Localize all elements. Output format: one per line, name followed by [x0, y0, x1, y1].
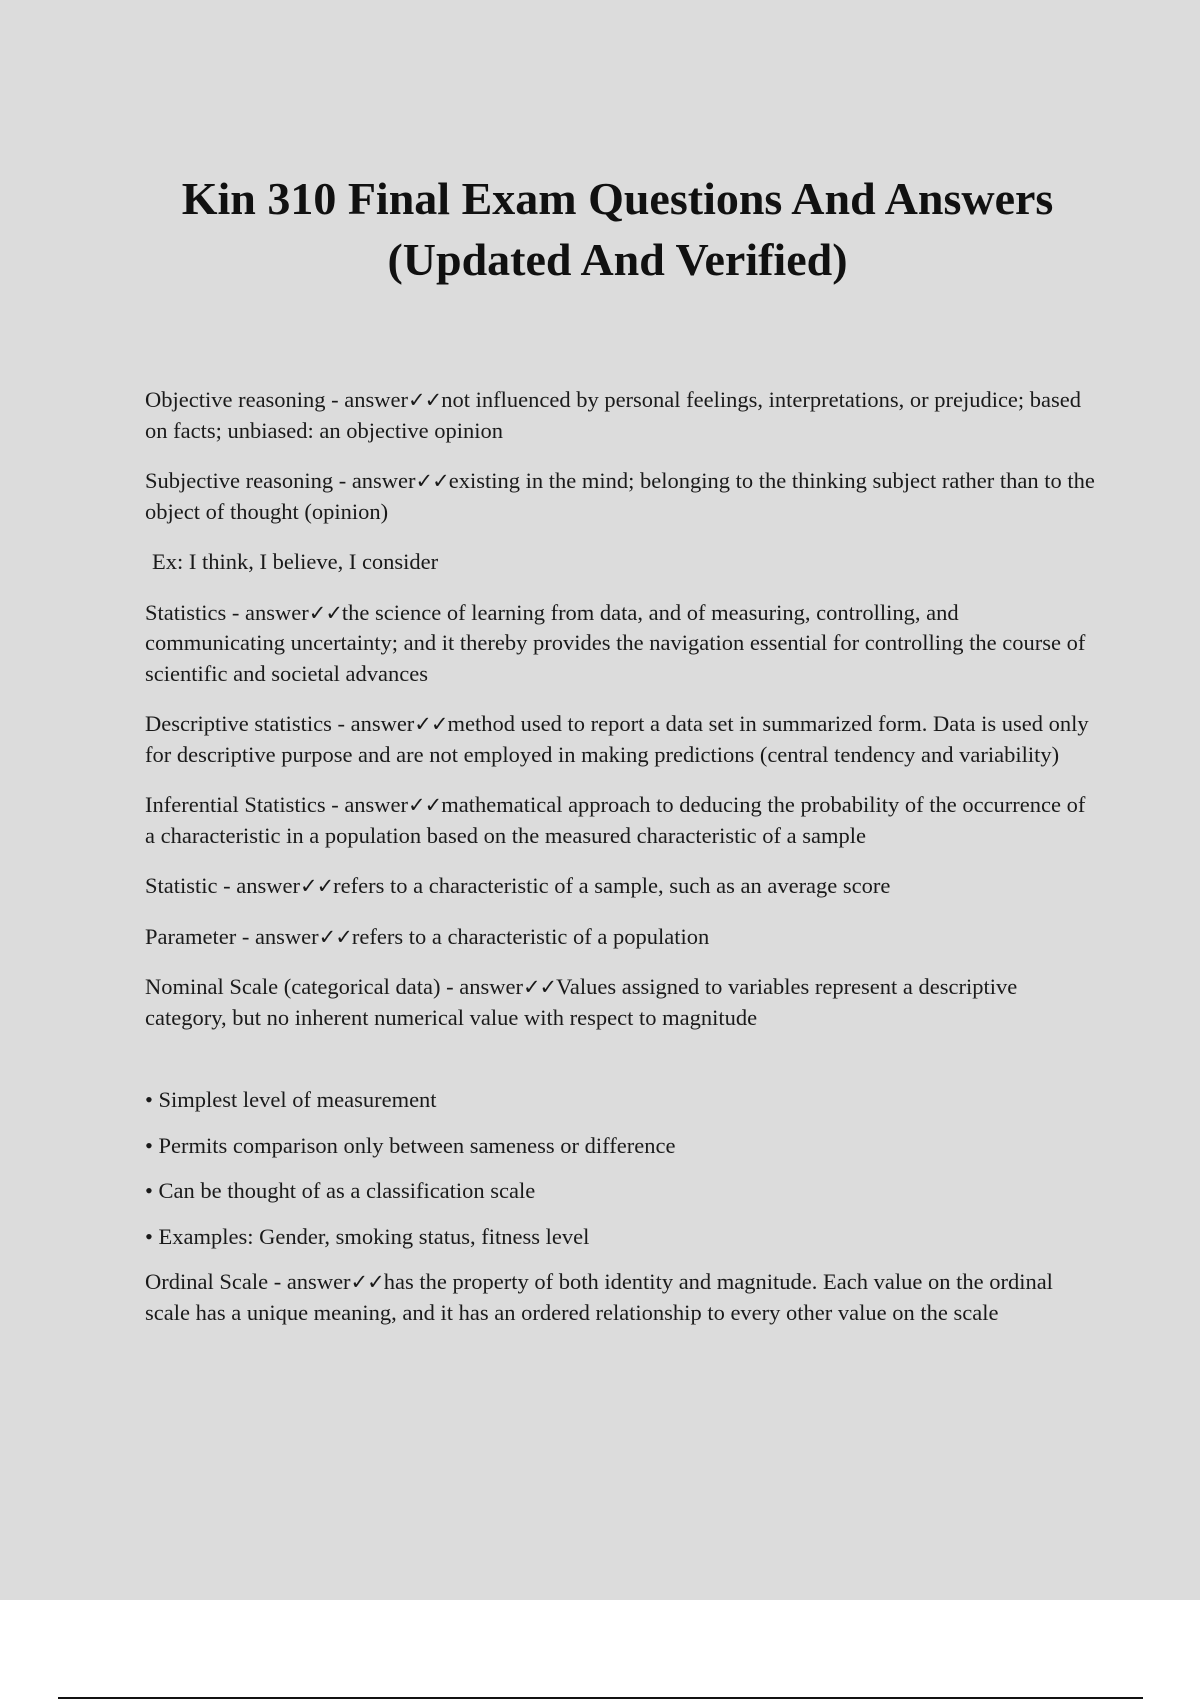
qa-term: Subjective reasoning - answer	[145, 468, 416, 493]
qa-answer: has the property of both identity and magnitude. Each value on the ordinal scale has a unique meaning, and it has an ordered relationship to every other value on the scale	[145, 1269, 1053, 1325]
document-body	[145, 385, 1095, 1348]
qa-entry-nominal-scale	[145, 972, 1095, 1033]
qa-answer: method used to report a data set in summarized form. Data is used only for descriptive purpose and are not employed in making predictions (central tendency and variability)	[145, 711, 1089, 767]
check-marks-icon: ✓✓	[299, 874, 334, 898]
check-marks-icon: ✓✓	[415, 469, 449, 493]
qa-term: Nominal Scale (categorical data) - answer	[145, 974, 523, 999]
qa-answer: refers to a characteristic of a population	[351, 923, 710, 949]
qa-term: Objective reasoning - answer	[145, 387, 409, 412]
qa-entry-parameter	[145, 922, 1095, 953]
check-marks-icon: ✓✓	[408, 793, 442, 817]
qa-answer: existing in the mind; belonging to the thinking subject rather than to the object of thought (opinion)	[145, 468, 1095, 524]
bullet-item: • Simplest level of measurement	[145, 1087, 437, 1112]
qa-entry-descriptive-statistics	[145, 709, 1095, 770]
bullet-item: • Can be thought of as a classification scale	[145, 1178, 536, 1203]
qa-entry-objective-reasoning	[145, 385, 1095, 446]
qa-term: Descriptive statistics - answer	[145, 711, 415, 736]
qa-answer: Values assigned to variables represent a descriptive category, but no inherent numerical value with respect to magnitude	[145, 974, 1018, 1030]
check-marks-icon: ✓✓	[308, 600, 342, 625]
bullet-item: • Examples: Gender, smoking status, fitness level	[145, 1223, 590, 1249]
qa-answer: mathematical approach to deducing the probability of the occurrence of a characteristic in a population based on the measured characteristic of a sample	[145, 792, 1086, 848]
qa-entry-statistic	[145, 871, 1095, 902]
check-marks-icon: ✓✓	[522, 975, 557, 999]
qa-term: Inferential Statistics - answer	[145, 792, 409, 817]
check-marks-icon: ✓✓	[408, 388, 442, 412]
qa-answer: refers to a characteristic of a sample, such as an average score	[333, 873, 891, 898]
document-title: Kin 310 Final Exam Questions And Answers (Updated And Verified)	[181, 173, 1054, 285]
qa-entry-inferential-statistics	[145, 790, 1095, 851]
qa-answer: the science of learning from data, and of measuring, controlling, and communicating uncertainty; and it thereby provides the navigation essential for controlling the course of scientific and societal advances	[145, 599, 1086, 686]
qa-term: Ordinal Scale - answer	[145, 1269, 351, 1294]
check-marks-icon: ✓✓	[414, 712, 448, 736]
qa-term: Statistic - answer	[145, 873, 300, 898]
example-line: Ex: I think, I believe, I consider	[152, 549, 439, 574]
qa-entry-statistics	[145, 598, 1095, 690]
footer-divider	[58, 1697, 1143, 1699]
bullet-item: • Permits comparison only between sameness or difference	[145, 1132, 676, 1158]
qa-answer: not influenced by personal feelings, interpretations, or prejudice; based on facts; unbiased: an objective opinion	[145, 387, 1082, 443]
qa-entry-ordinal-scale	[145, 1267, 1095, 1328]
qa-term: Statistics - answer	[145, 599, 309, 625]
check-marks-icon: ✓✓	[318, 924, 352, 949]
check-marks-icon: ✓✓	[350, 1270, 384, 1294]
qa-entry-subjective-reasoning	[145, 466, 1095, 527]
qa-term: Parameter - answer	[145, 923, 319, 949]
